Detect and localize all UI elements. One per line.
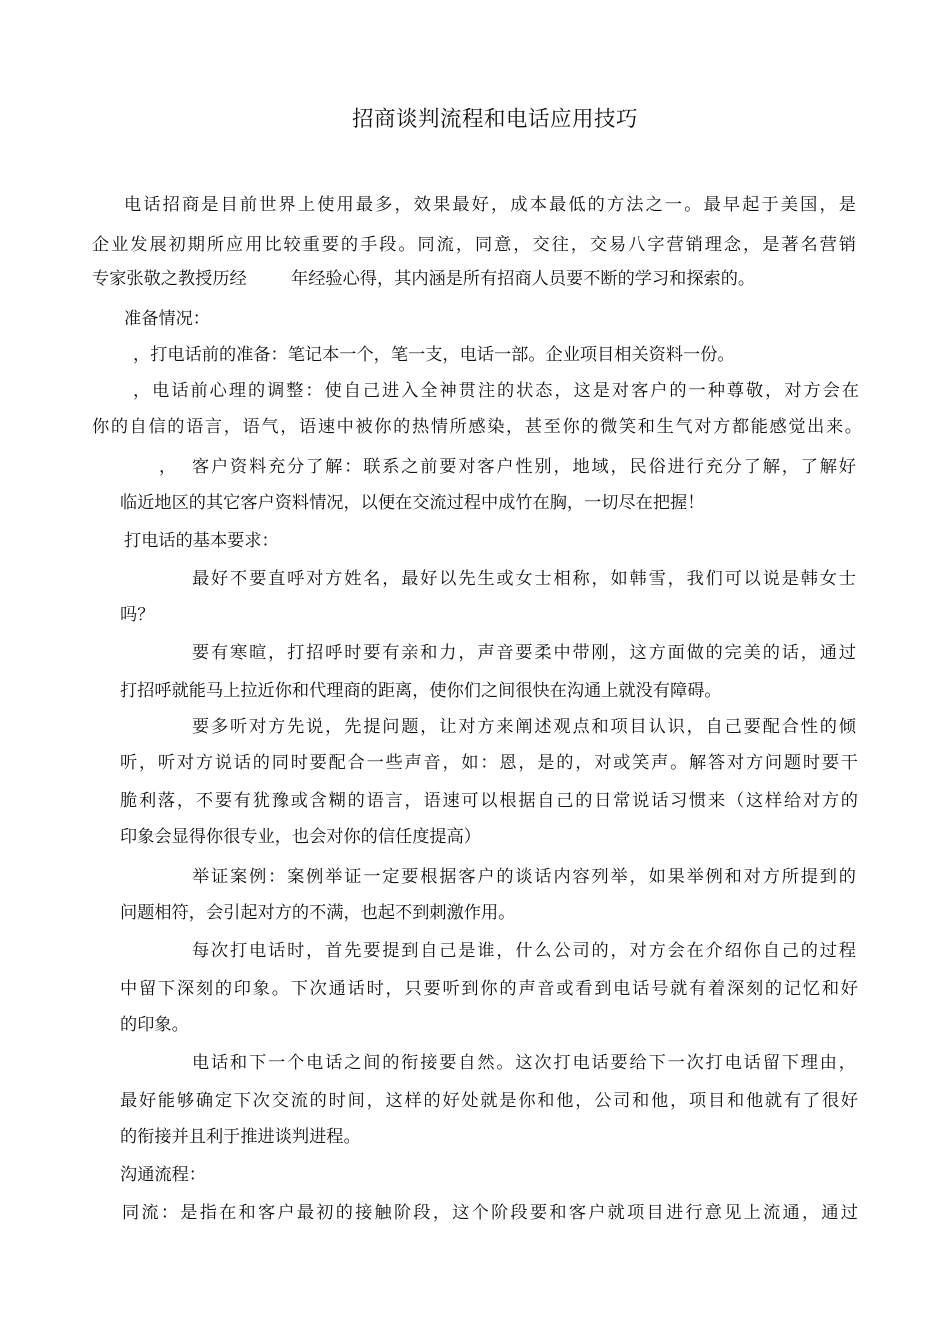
intro-line-3b: 年经验心得，其内涵是所有招商人员要不断的学习和探索的。: [291, 269, 756, 289]
document-title: 招商谈判流程和电话应用技巧: [351, 107, 638, 132]
basic-p6-line-3: 的衔接并且利于推进谈判进程。: [120, 1127, 361, 1147]
prep-item-2-line-2: 你的自信的语言，语气，语速中被你的热情所感染，甚至你的微笑和生气对方都能感觉出来。: [92, 417, 862, 437]
basic-p4-line-2: 问题相符，会引起对方的不满，也起不到刺激作用。: [120, 903, 516, 923]
basic-p2-line-2: 打招呼就能马上拉近你和代理商的距离，使你们之间很快在沟通上就没有障碍。: [120, 681, 722, 701]
basic-heading: 打电话的基本要求：: [124, 531, 279, 551]
flow-line-1: 同流：是指在和客户最初的接触阶段，这个阶段要和客户就项目进行意见上流通，通过: [122, 1203, 858, 1223]
basic-p1-line-1: 最好不要直呼对方姓名，最好以先生或女士相称，如韩雪，我们可以说是韩女士: [192, 569, 856, 589]
flow-heading: 沟通流程：: [120, 1165, 206, 1185]
basic-p3-line-4: 印象会显得你很专业，也会对你的信任度提高）: [120, 827, 481, 847]
basic-p5-line-1: 每次打电话时，首先要提到自己是谁，什么公司的，对方会在介绍你自己的过程: [192, 941, 856, 961]
prep-item-3-comma: ，: [159, 457, 177, 477]
basic-p1-line-2: 吗？: [120, 605, 155, 625]
basic-p5-line-2: 中留下深刻的印象。下次通话时，只要听到你的声音或看到电话号就有着深刻的记忆和好: [120, 979, 858, 999]
basic-p2-line-1: 要有寒暄，打招呼时要有亲和力，声音要柔中带刚，这方面做的完美的话，通过: [192, 643, 856, 663]
basic-p3-line-3: 脆利落，不要有犹豫或含糊的语言，语速可以根据自己的日常说话习惯来（这样给对方的: [120, 791, 858, 811]
prep-item-2-line-1: ，电话前心理的调整：使自己进入全神贯注的状态，这是对客户的一种尊敬，对方会在: [133, 381, 859, 401]
basic-p6-line-2: 最好能够确定下次交流的时间，这样的好处就是你和他，公司和他，项目和他就有了很好: [120, 1091, 858, 1111]
prep-item-3-line-2: 临近地区的其它客户资料情况，以便在交流过程中成竹在胸，一切尽在把握！: [120, 493, 705, 513]
basic-p4-line-1: 举证案例：案例举证一定要根据客户的谈话内容列举，如果举例和对方所提到的: [192, 867, 856, 887]
intro-line-1: 电话招商是目前世界上使用最多，效果最好，成本最低的方法之一。最早起于美国，是: [124, 195, 856, 215]
basic-p5-line-3: 的印象。: [120, 1015, 189, 1035]
prep-item-1: ，打电话前的准备：笔记本一个，笔一支，电话一部。企业项目相关资料一份。: [133, 345, 735, 365]
basic-p6-line-1: 电话和下一个电话之间的衔接要自然。这次打电话要给下一次打电话留下理由，: [192, 1053, 856, 1073]
intro-line-2: 企业发展初期所应用比较重要的手段。同流，同意，交往，交易八字营销理念，是著名营销: [92, 235, 856, 255]
basic-p3-line-2: 听，听对方说话的同时要配合一些声音，如：恩，是的，对或笑声。解答对方问题时要干: [120, 753, 858, 773]
basic-p3-line-1: 要多听对方先说，先提问题，让对方来阐述观点和项目认识，自己要配合性的倾: [192, 717, 856, 737]
prep-item-3-line-1: 客户资料充分了解：联系之前要对客户性别，地域，民俗进行充分了解，了解好: [192, 457, 856, 477]
prep-heading: 准备情况：: [124, 309, 210, 329]
intro-line-3a: 专家张敬之教授历经: [92, 269, 247, 289]
